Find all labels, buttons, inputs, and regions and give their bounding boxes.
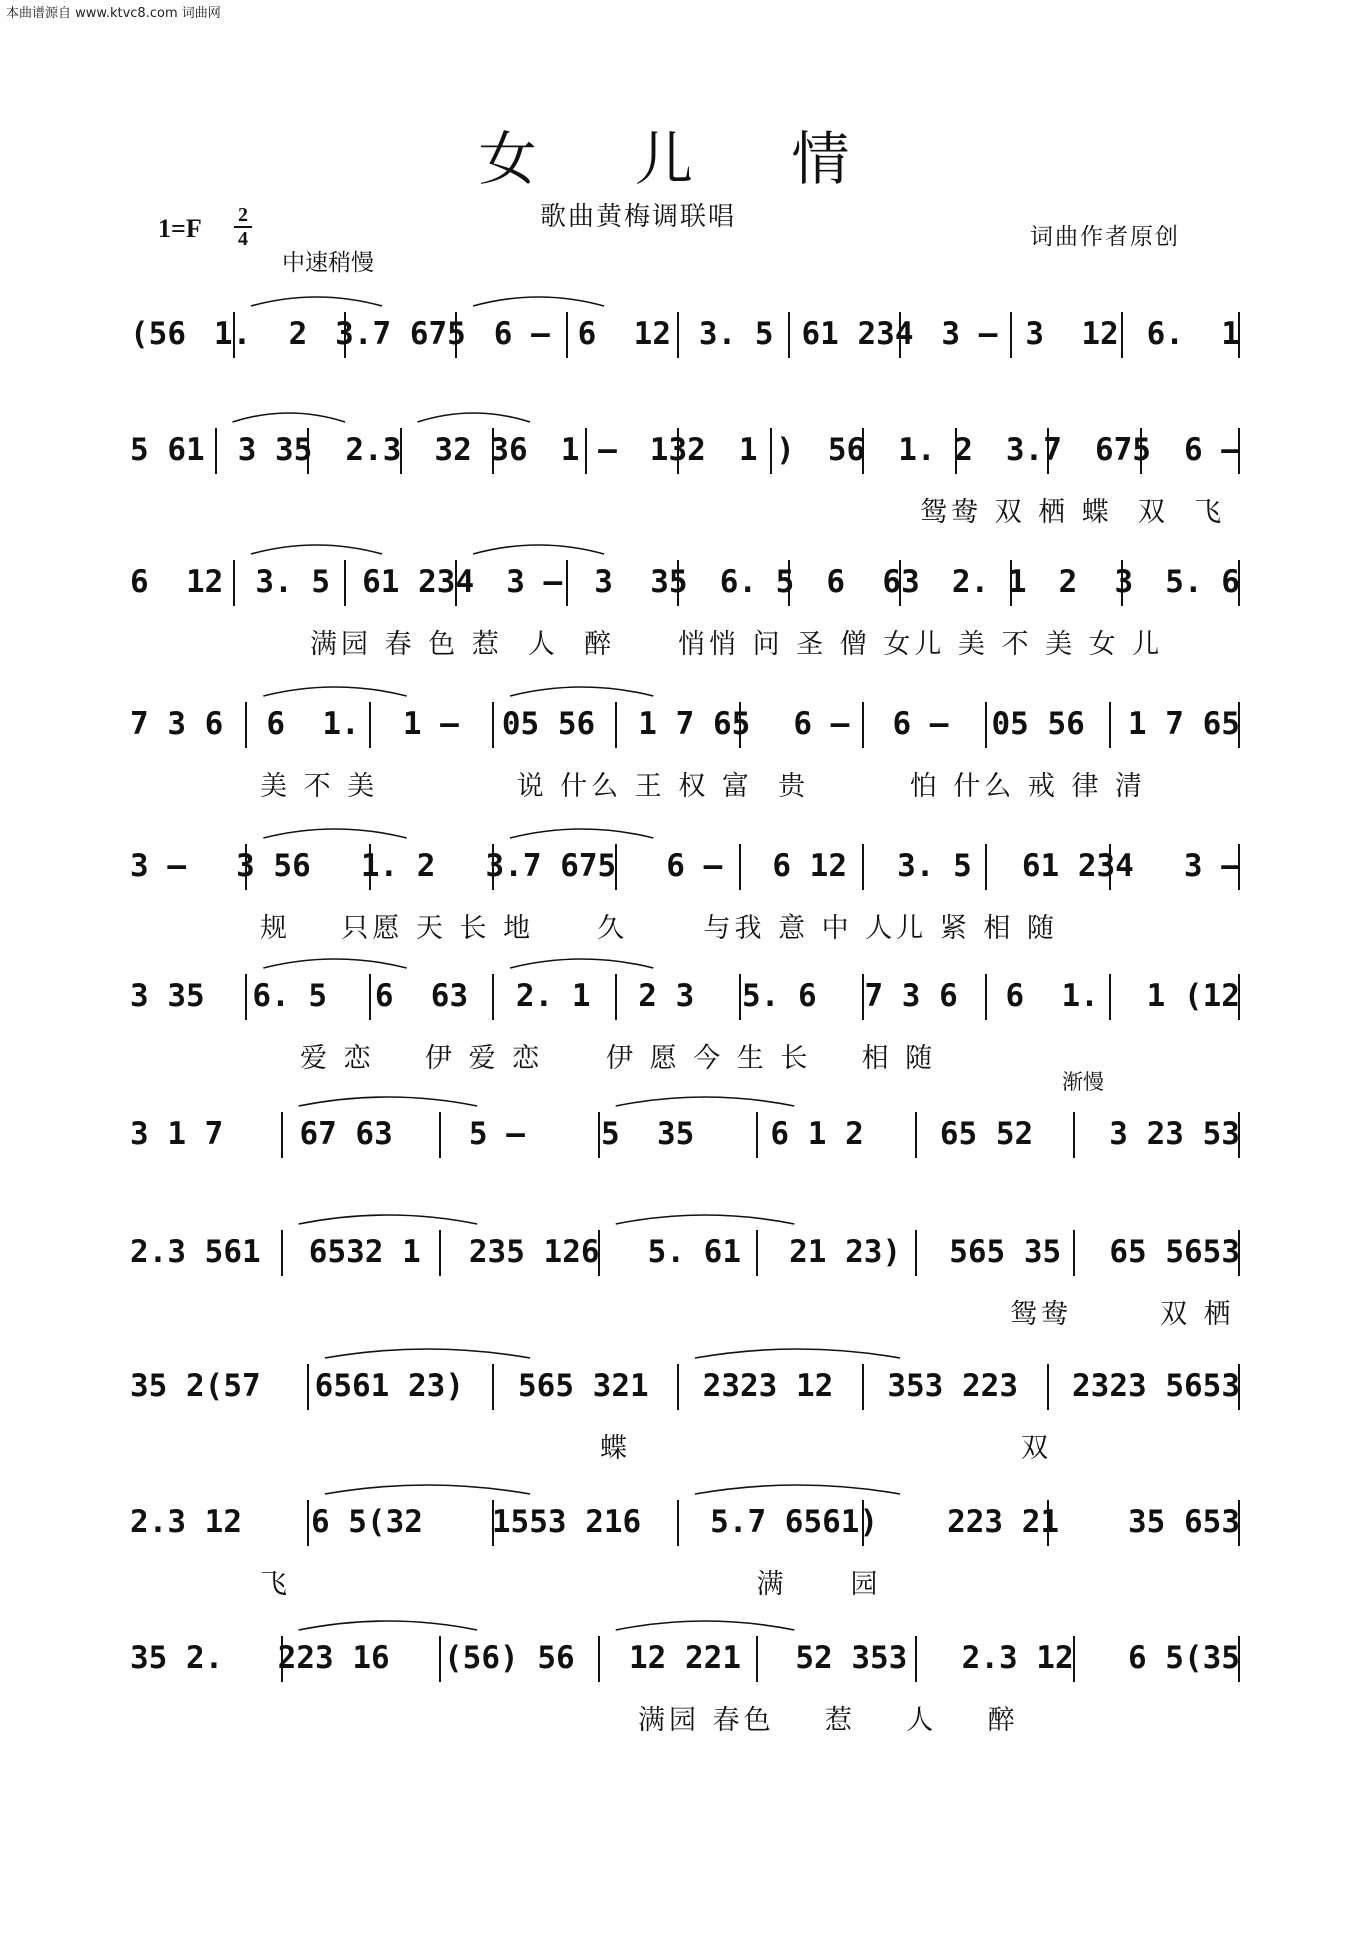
lyrics-row: 爱 恋 伊 爱 恋 伊 愿 今 生 长 相 随 bbox=[300, 1043, 937, 1074]
measure: 3 35 bbox=[237, 432, 313, 468]
measure: 2323 12 bbox=[702, 1368, 834, 1404]
lyrics-row: 满园 春色 惹 人 醉 bbox=[638, 1705, 1019, 1736]
measure: 6 – bbox=[493, 316, 550, 352]
slur bbox=[263, 829, 406, 838]
measure: 3. 5 bbox=[897, 848, 972, 884]
measure: 1. 2 bbox=[898, 432, 973, 468]
score-line bbox=[130, 552, 1240, 612]
measure: 3 12 bbox=[1025, 316, 1119, 352]
slur-arcs bbox=[130, 1492, 1240, 1512]
measure: 7 3 6 bbox=[864, 978, 958, 1014]
slur bbox=[263, 959, 406, 968]
measure: 1553 216 bbox=[491, 1504, 642, 1540]
measure: 32 36 bbox=[434, 432, 528, 468]
measure: 2 3 bbox=[638, 978, 695, 1014]
measure: 565 35 bbox=[949, 1234, 1062, 1270]
lyrics-row: 满园 春 色 惹 人 醉 悄悄 问 圣 僧 女儿 美 不 美 女 儿 bbox=[310, 629, 1164, 660]
lyrics-row: 鸳鸯 双 栖 bbox=[1010, 1299, 1235, 1330]
measure: 1 – bbox=[402, 706, 459, 742]
measure: 3 – bbox=[1183, 848, 1240, 884]
slur-arcs bbox=[130, 304, 1240, 324]
measure: 6 63 bbox=[374, 978, 469, 1014]
measure: 6 1. bbox=[266, 706, 360, 742]
watermark: 本曲谱源自 www.ktvc8.com 词曲网 bbox=[6, 6, 221, 21]
slur bbox=[616, 1621, 795, 1630]
measure: 6 – bbox=[666, 848, 723, 884]
slur-arcs bbox=[130, 1356, 1240, 1376]
measure: 3.7 675 bbox=[485, 848, 617, 884]
measure: 3. 5 bbox=[255, 564, 331, 600]
measure: 6 – bbox=[892, 706, 949, 742]
author-credit: 词曲作者原创 bbox=[1030, 224, 1180, 250]
score-line bbox=[130, 694, 1240, 754]
measure: 3 35 bbox=[130, 978, 205, 1014]
measure: 1. 2 bbox=[213, 316, 308, 352]
measure: 3 – bbox=[130, 848, 186, 884]
measure: 3 1 7 bbox=[130, 1116, 224, 1152]
measure: 2.3 12 bbox=[130, 1504, 242, 1540]
score-line bbox=[130, 1356, 1240, 1416]
slur bbox=[263, 687, 406, 696]
measure: 6. 1 bbox=[1146, 316, 1240, 352]
score-line bbox=[130, 836, 1240, 896]
measure: 2.3 bbox=[345, 432, 402, 468]
measure: 132 bbox=[649, 432, 706, 468]
measure: 1 ) bbox=[738, 432, 795, 468]
measure: 3 56 bbox=[236, 848, 311, 884]
measure: 565 321 bbox=[518, 1368, 649, 1404]
slur-arcs bbox=[130, 836, 1240, 856]
measure: 7 3 6 bbox=[130, 706, 224, 742]
measure: 5. 61 bbox=[647, 1234, 741, 1270]
ritardando-marking: 渐慢 bbox=[1062, 1070, 1104, 1094]
measure: 3 – bbox=[506, 564, 563, 600]
measure: 6 12 bbox=[577, 316, 671, 352]
measure: 2323 5653 bbox=[1072, 1368, 1240, 1404]
score-line bbox=[130, 1492, 1240, 1552]
slur-arcs bbox=[130, 1222, 1240, 1242]
measure: 2.3 12 bbox=[961, 1640, 1074, 1676]
measure: 6. 5 bbox=[719, 564, 795, 600]
measure: 2 3 bbox=[1058, 564, 1134, 600]
slur bbox=[616, 1097, 795, 1106]
measure: 05 56 bbox=[991, 706, 1085, 742]
measure: 6 63 bbox=[826, 564, 920, 600]
measure: 67 63 bbox=[299, 1116, 393, 1152]
measure: 675 bbox=[1094, 432, 1151, 468]
measure: 6561 23) bbox=[314, 1368, 464, 1404]
measure: 6 5(32 bbox=[310, 1504, 423, 1540]
slur bbox=[251, 297, 382, 306]
measure: (56) 56 bbox=[444, 1640, 575, 1676]
measure: (56 bbox=[130, 316, 186, 352]
measure: 05 56 bbox=[501, 706, 596, 742]
slur bbox=[418, 413, 531, 422]
slur bbox=[473, 297, 604, 306]
score-line bbox=[130, 1628, 1240, 1688]
slur bbox=[510, 829, 653, 838]
measure: 35 2. bbox=[130, 1640, 224, 1676]
slur bbox=[251, 545, 382, 554]
measure: 35 2(57 bbox=[130, 1368, 261, 1404]
measure: 61 234 bbox=[1021, 848, 1134, 884]
meter-bottom: 4 bbox=[238, 228, 248, 250]
measure: 12 221 bbox=[629, 1640, 741, 1676]
measure: 3.7 675 bbox=[335, 316, 466, 352]
measure: 223 16 bbox=[277, 1640, 390, 1676]
slur bbox=[510, 959, 653, 968]
measure: 1 – bbox=[560, 432, 617, 468]
measure: 5. 6 bbox=[1165, 564, 1240, 600]
measure: 5.7 6561) bbox=[710, 1504, 879, 1540]
slur bbox=[299, 1621, 478, 1630]
tempo-marking: 中速稍慢 bbox=[282, 250, 374, 276]
measure: 6 12 bbox=[772, 848, 848, 884]
score-line bbox=[130, 1222, 1240, 1282]
time-signature bbox=[232, 204, 254, 250]
measure: 3 23 53 bbox=[1109, 1116, 1240, 1152]
slur bbox=[695, 1349, 900, 1358]
slur-arcs bbox=[130, 552, 1240, 572]
measure: 6 5(35 bbox=[1127, 1640, 1240, 1676]
slur bbox=[695, 1485, 900, 1494]
slur bbox=[299, 1097, 478, 1106]
slur bbox=[616, 1215, 795, 1224]
measure: 6 12 bbox=[130, 564, 224, 600]
measure: 6532 1 bbox=[308, 1234, 421, 1270]
lyrics-row: 美 不 美 说 什么 王 权 富 贵 怕 什么 戒 律 清 bbox=[260, 771, 1147, 802]
measure: 1. 2 bbox=[360, 848, 436, 884]
measure: 5 61 bbox=[130, 432, 205, 468]
measure: 3.7 bbox=[1005, 432, 1062, 468]
measure: 3 35 bbox=[594, 564, 688, 600]
measure: 2. 1 bbox=[515, 978, 591, 1014]
measure: 5 – bbox=[468, 1116, 525, 1152]
slur-arcs bbox=[130, 1628, 1240, 1648]
measure: 65 5653 bbox=[1109, 1234, 1240, 1270]
measure: 21 23) bbox=[789, 1234, 902, 1270]
measure: 52 353 bbox=[795, 1640, 908, 1676]
slur bbox=[233, 413, 346, 422]
slur-arcs bbox=[130, 694, 1240, 714]
measure: 6 1. bbox=[1005, 978, 1099, 1014]
measure: 61 234 bbox=[362, 564, 475, 600]
score-line bbox=[130, 1104, 1240, 1164]
measure: 1 (12 bbox=[1146, 978, 1240, 1014]
measure: 353 223 bbox=[887, 1368, 1018, 1404]
slur bbox=[325, 1485, 530, 1494]
measure: 56 bbox=[827, 432, 866, 468]
key-signature: 1=F bbox=[158, 214, 202, 243]
measure: 2. 1 bbox=[951, 564, 1027, 600]
song-title: 女 儿 情 bbox=[478, 125, 890, 193]
score-line bbox=[130, 304, 1240, 364]
measure: 1 7 65 bbox=[638, 706, 751, 742]
score-line bbox=[130, 420, 1240, 480]
measure: 6. 5 bbox=[252, 978, 328, 1014]
slur bbox=[473, 545, 604, 554]
measure: 3 – bbox=[941, 316, 998, 352]
measure: 2.3 561 bbox=[130, 1234, 261, 1270]
lyrics-row: 规 只愿 天 长 地 久 与我 意 中 人儿 紧 相 随 bbox=[260, 913, 1058, 944]
measure: 6 – bbox=[1183, 432, 1240, 468]
slur bbox=[510, 687, 653, 696]
song-subtitle: 歌曲黄梅调联唱 bbox=[540, 202, 737, 232]
measure: 235 126 bbox=[468, 1234, 600, 1270]
slur-arcs bbox=[130, 966, 1240, 986]
slur bbox=[299, 1215, 478, 1224]
measure: 6 1 2 bbox=[770, 1116, 864, 1152]
measure: 1 7 65 bbox=[1127, 706, 1240, 742]
lyrics-row: 飞 满 园 bbox=[260, 1569, 882, 1600]
measure: 3. 5 bbox=[698, 316, 774, 352]
measure: 35 653 bbox=[1128, 1504, 1240, 1540]
slur bbox=[325, 1349, 530, 1358]
measure: 5. 6 bbox=[742, 978, 817, 1014]
lyrics-row: 蝶 双 bbox=[600, 1433, 1053, 1464]
slur-arcs bbox=[130, 1104, 1240, 1124]
lyrics-row: 鸳鸯 双 栖 蝶 双 飞 bbox=[920, 497, 1226, 528]
measure: 61 234 bbox=[801, 316, 914, 352]
measure: 65 52 bbox=[939, 1116, 1034, 1152]
meter-top: 2 bbox=[238, 204, 248, 226]
measure: 6 – bbox=[793, 706, 850, 742]
measure: 5 35 bbox=[600, 1116, 695, 1152]
measure: 223 21 bbox=[947, 1504, 1060, 1540]
score-line bbox=[130, 966, 1240, 1026]
slur-arcs bbox=[130, 420, 1240, 440]
